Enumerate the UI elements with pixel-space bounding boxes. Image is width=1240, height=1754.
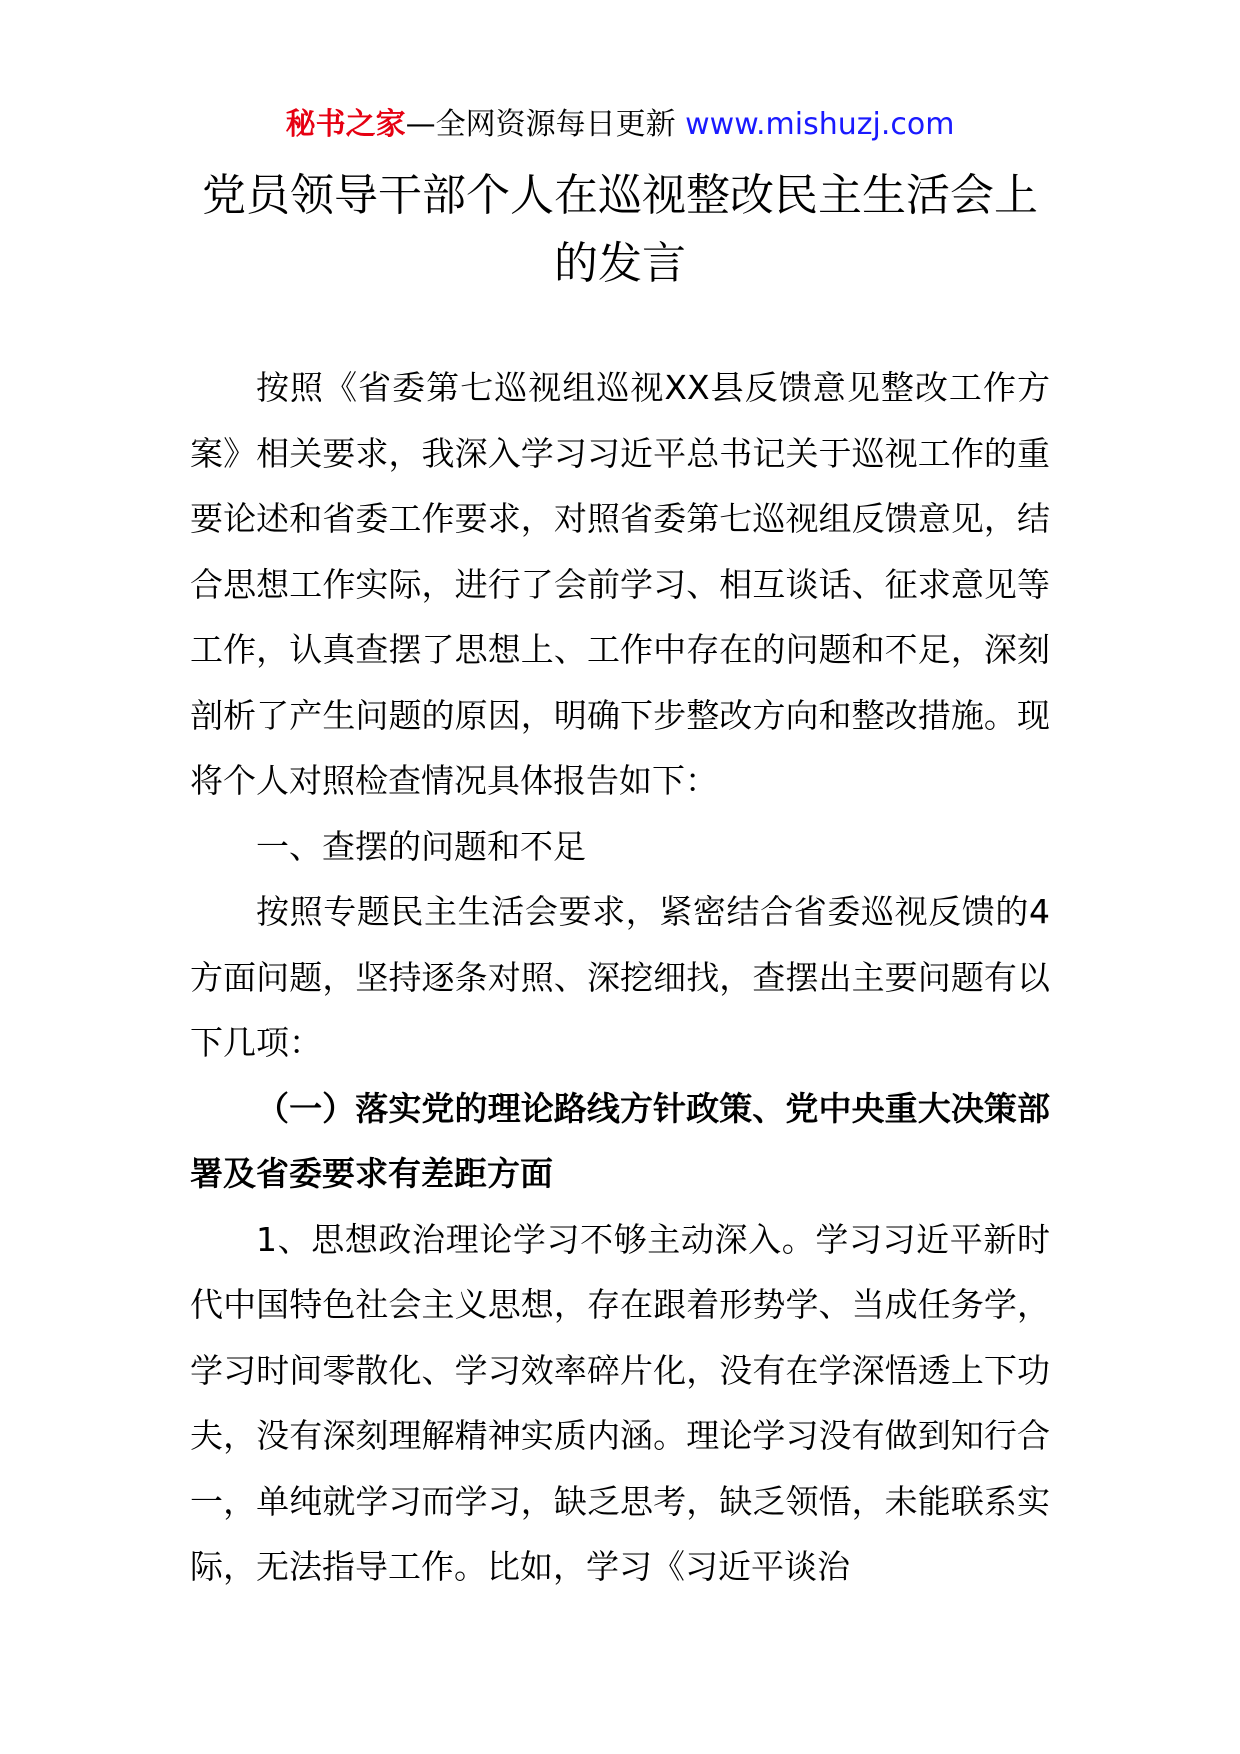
brand-name: 秘书之家 [285,107,406,142]
subsection-heading: （一）落实党的理论路线方针政策、党中央重大决策部署及省委要求有差距方面 [190,1088,1050,1193]
section-intro-paragraph: 按照专题民主生活会要求，紧密结合省委巡视反馈的4方面问题，坚持逐条对照、深挖细找，查摆出主要问题有以下几项： [190,892,1050,1062]
site-url-link[interactable]: www.mishuzj.com [685,107,955,142]
document-title: 党员领导干部个人在巡视整改民主生活会上的发言 [202,170,1038,289]
banner-tagline: —全网资源每日更新 [405,107,676,142]
document-body [190,355,1050,1600]
item-paragraph: 1、思想政治理论学习不够主动深入。学习习近平新时代中国特色社会主义思想，存在跟着形势学、当成任务学，学习时间零散化、学习效率碎片化，没有在学深悟透上下功夫，没有深刻理解精神实质内涵。理论学习没有做到知行合一，单纯就学习而学习，缺乏思考，缺乏领悟，未能联系实际，无法指导工作。比如，学习《习近平谈治 [190,1219,1050,1586]
section-heading: 一、查摆的问题和不足 [256,826,586,866]
site-banner [0,103,1240,147]
intro-paragraph: 按照《省委第七巡视组巡视XX县反馈意见整改工作方案》相关要求，我深入学习习近平总书记关于巡视工作的重要论述和省委工作要求，对照省委第七巡视组反馈意见，结合思想工作实际，进行了会前学习、相互谈话、征求意见等工作，认真查摆了思想上、工作中存在的问题和不足，深刻剖析了产生问题的原因，明确下步整改方向和整改措施。现将个人对照检查情况具体报告如下： [190,368,1050,800]
